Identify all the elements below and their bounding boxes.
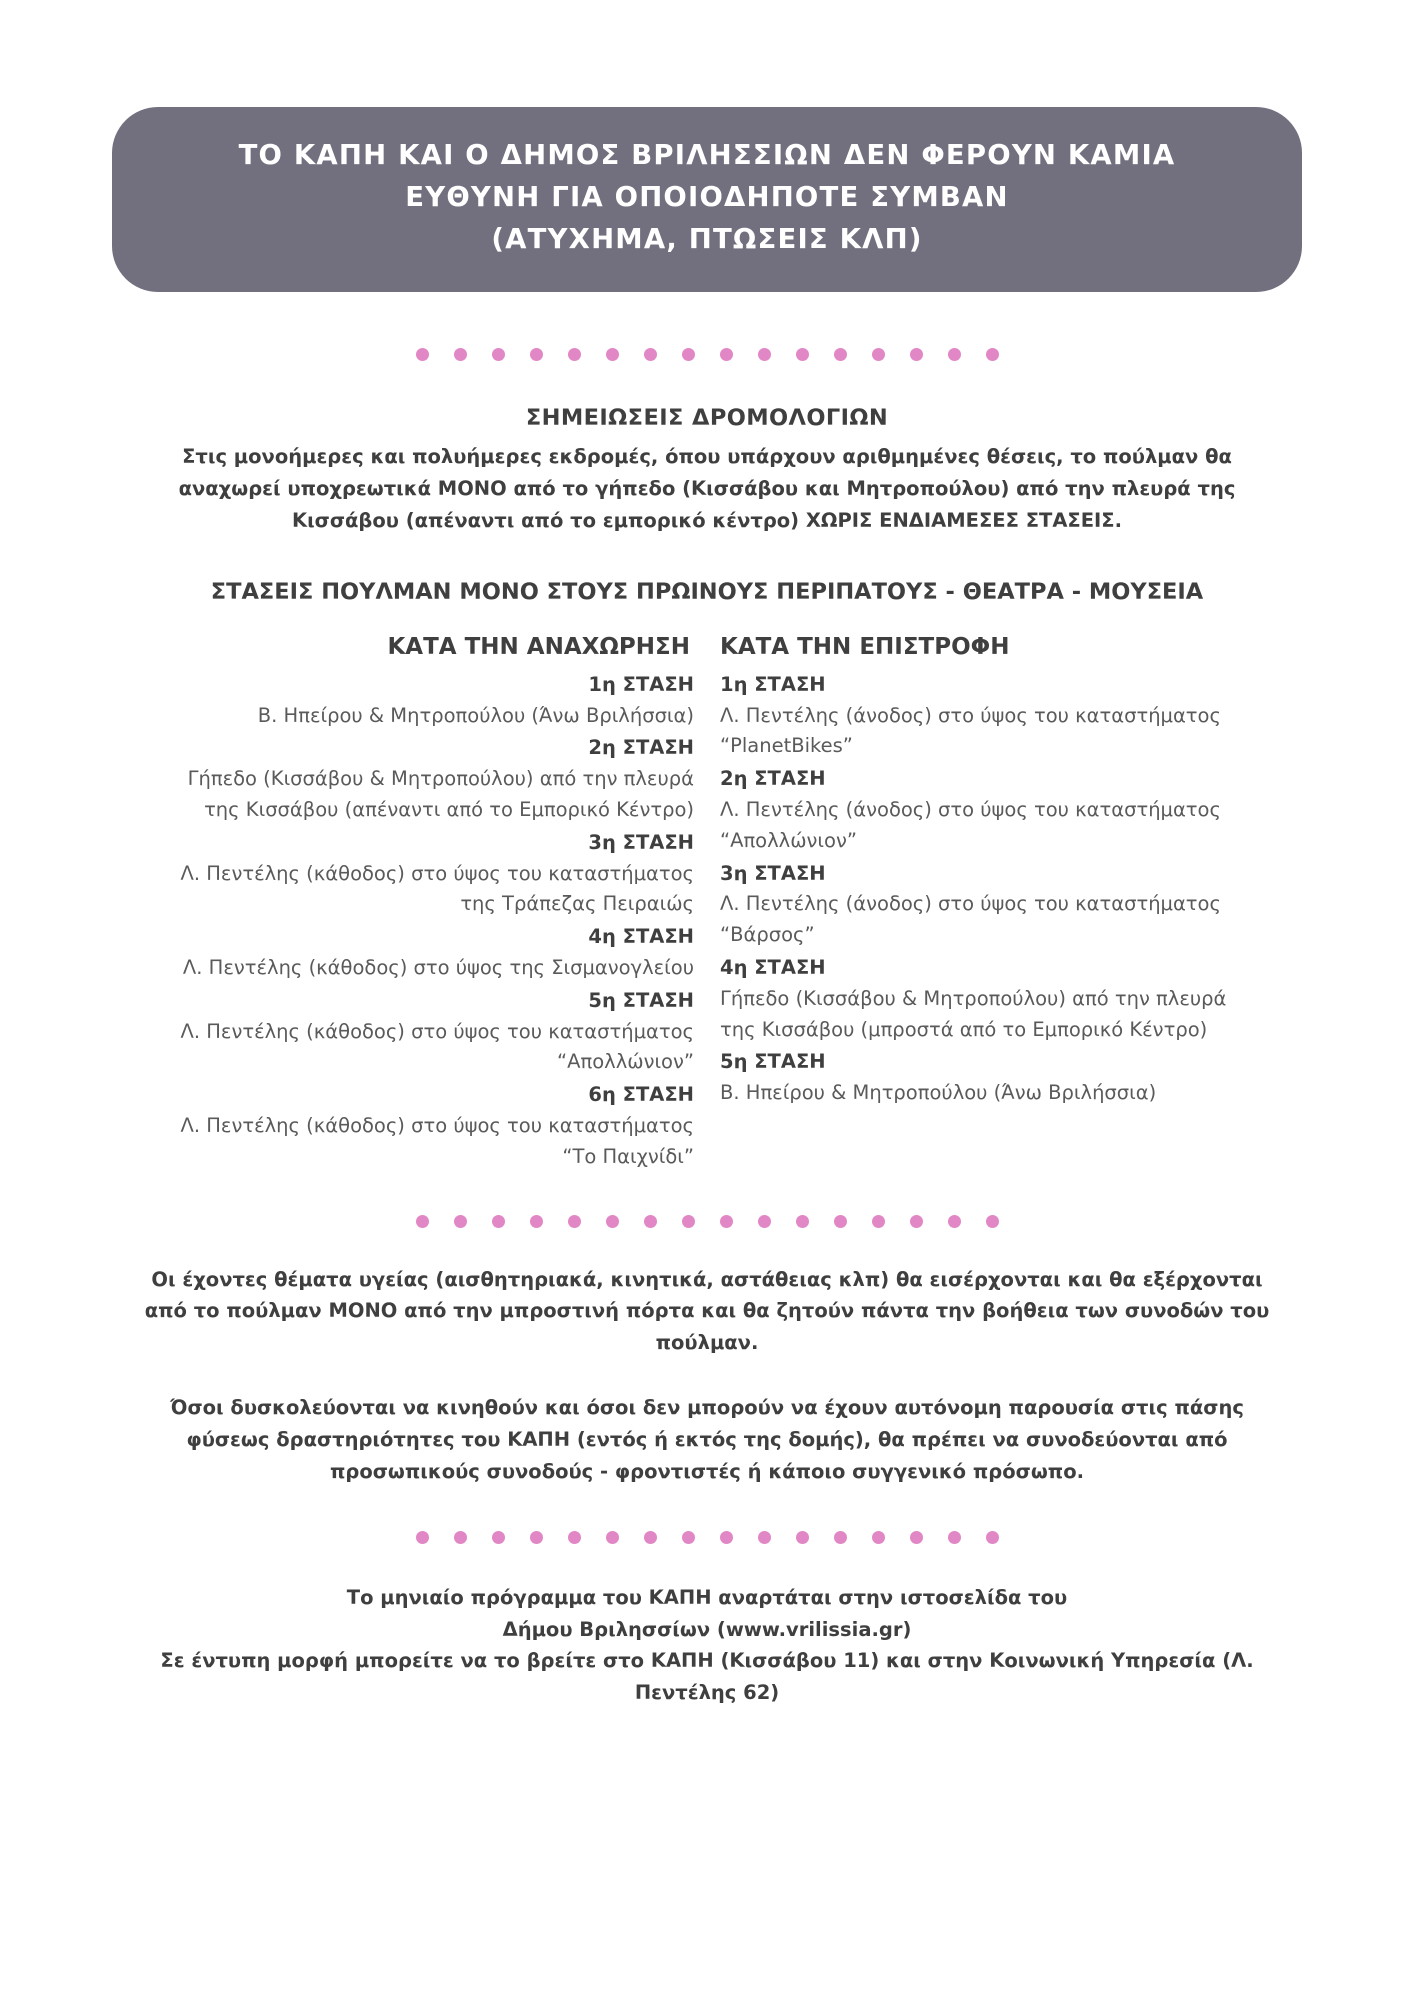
divider-dot (568, 1215, 581, 1228)
divider-dot (606, 1215, 619, 1228)
divider-dot (796, 1215, 809, 1228)
divider-dot (834, 1531, 847, 1544)
return-stop-text: Γήπεδο (Κισσάβου & Μητροπούλου) από την πλευρά της Κισσάβου (μπροστά από το Εμπορικό Κέντρο) (720, 986, 1227, 1041)
departure-stop-label: 4η ΣΤΑΣΗ (588, 925, 694, 949)
departure-stop-text: Λ. Πεντέλης (κάθοδος) στο ύψος του καταστήματος της Τράπεζας Πειραιώς (180, 861, 694, 916)
divider-dot (416, 1531, 429, 1544)
banner-line-2: ΕΥΘΥΝΗ ΓΙΑ ΟΠΟΙΟΔΗΠΟΤΕ ΣΥΜΒΑΝ (405, 180, 1009, 213)
divider-dot (834, 1215, 847, 1228)
footer-content (0, 1582, 1414, 1788)
return-stop-text: Λ. Πεντέλης (άνοδος) στο ύψος του καταστήματος “PlanetBikes” (720, 703, 1221, 758)
divider-dot (986, 1215, 999, 1228)
departure-column (126, 634, 694, 1175)
departure-title: ΚΑΤΑ ΤΗΝ ΑΝΑΧΩΡΗΣΗ (387, 633, 690, 660)
divider-dot (720, 348, 733, 361)
divider-dot (948, 348, 961, 361)
return-stop-text: Λ. Πεντέλης (άνοδος) στο ύψος του καταστήματος “Βάρσος” (720, 892, 1221, 947)
dot-divider-middle (0, 1215, 1414, 1228)
divider-dot (986, 1531, 999, 1544)
return-stop-label: 2η ΣΤΑΣΗ (720, 767, 826, 791)
divider-dot (568, 348, 581, 361)
divider-dot (910, 1531, 923, 1544)
divider-dot (986, 348, 999, 361)
divider-dot (644, 1531, 657, 1544)
return-stop-text: Β. Ηπείρου & Μητροπούλου (Άνω Βριλήσσια) (720, 1081, 1157, 1105)
liability-banner (112, 107, 1302, 292)
divider-dot (872, 348, 885, 361)
divider-dot (416, 348, 429, 361)
divider-dot (910, 1215, 923, 1228)
divider-dot (606, 1531, 619, 1544)
dot-divider-top (0, 348, 1414, 361)
divider-dot (682, 1531, 695, 1544)
companions-notice: Όσοι δυσκολεύονται να κινηθούν και όσοι δεν μπορούν να έχουν αυτόνομη παρουσία στις πάσης φύσεως δραστηριότητες του ΚΑΠΗ (εντός ή εκτός της δομής), θα πρέπει να συνοδεύονται από προσωπικούς συνοδούς - φροντιστές ή κάποιο συγγενικό πρόσωπο. (170, 1396, 1244, 1483)
divider-dot (416, 1215, 429, 1228)
divider-dot (644, 1215, 657, 1228)
divider-dot (568, 1531, 581, 1544)
divider-dot (948, 1215, 961, 1228)
divider-dot (606, 348, 619, 361)
divider-dot (758, 1215, 771, 1228)
divider-dot (454, 348, 467, 361)
divider-dot (758, 348, 771, 361)
departure-stop-label: 5η ΣΤΑΣΗ (588, 988, 694, 1012)
divider-dot (872, 1215, 885, 1228)
divider-dot (492, 1531, 505, 1544)
divider-dot (682, 348, 695, 361)
departure-stop-text: Λ. Πεντέλης (κάθοδος) στο ύψος του καταστήματος “Απολλώνιον” (180, 1019, 694, 1074)
departure-stop-text: Β. Ηπείρου & Μητροπούλου (Άνω Βριλήσσια) (257, 703, 694, 727)
notes-title: ΣΗΜΕΙΩΣΕΙΣ ΔΡΟΜΟΛΟΓΙΩΝ (525, 405, 889, 432)
footer-line-2: Δήμου Βριλησσίων (www.vrilissia.gr) (502, 1617, 912, 1641)
stops-columns (126, 634, 1288, 1175)
departure-stop-label: 3η ΣΤΑΣΗ (588, 830, 694, 854)
main-content (0, 405, 1414, 1174)
return-stop-label: 4η ΣΤΑΣΗ (720, 956, 826, 980)
return-stop-text: Λ. Πεντέλης (άνοδος) στο ύψος του καταστήματος “Απολλώνιον” (720, 798, 1221, 852)
departure-stop-text: Γήπεδο (Κισσάβου & Μητροπούλου) από την πλευρά της Κισσάβου (απέναντι από το Εμπορικό Κέντρο) (187, 767, 694, 822)
divider-dot (530, 1531, 543, 1544)
notes-body: Στις μονοήμερες και πολυήμερες εκδρομές, όπου υπάρχουν αριθμημένες θέσεις, το πούλμαν θα αναχωρεί υποχρεωτικά ΜΟΝΟ από το γήπεδο (Κισσάβου και Μητροπούλου) από την πλευρά της Κισσάβου (απέναντι από το εμπορικό κέντρο) ΧΩΡΙΣ ΕΝΔΙΑΜΕΣΕΣ ΣΤΑΣΕΙΣ. (178, 445, 1236, 532)
return-stop-label: 5η ΣΤΑΣΗ (720, 1050, 826, 1074)
footer-line-3: Σε έντυπη μορφή μπορείτε να το βρείτε στο ΚΑΠΗ (Κισσάβου 11) και στην Κοινωνική Υπηρεσία (Λ. Πεντέλης 62) (160, 1649, 1254, 1704)
divider-dot (796, 348, 809, 361)
notices-content (0, 1264, 1414, 1487)
health-notice: Οι έχοντες θέματα υγείας (αισθητηριακά, κινητικά, αστάθειας κλπ) θα εισέρχονται και θα εξέρχονται από το πούλμαν ΜΟΝΟ από την μπροστινή πόρτα και θα ζητούν πάντα την βοήθεια των συνοδών του πούλμαν. (144, 1267, 1270, 1354)
divider-dot (682, 1215, 695, 1228)
divider-dot (454, 1215, 467, 1228)
divider-dot (720, 1215, 733, 1228)
divider-dot (530, 1215, 543, 1228)
divider-dot (834, 348, 847, 361)
divider-dot (948, 1531, 961, 1544)
departure-stop-label: 2η ΣΤΑΣΗ (588, 736, 694, 760)
footer-info (126, 1582, 1288, 1788)
return-stop-label: 1η ΣΤΑΣΗ (720, 672, 826, 696)
banner-line-3: (ΑΤΥΧΗΜΑ, ΠΤΩΣΕΙΣ ΚΛΠ) (491, 222, 923, 255)
banner-container (0, 0, 1414, 292)
return-column (720, 634, 1288, 1111)
dot-divider-bottom (0, 1531, 1414, 1544)
return-title: ΚΑΤΑ ΤΗΝ ΕΠΙΣΤΡΟΦΗ (720, 633, 1010, 660)
return-stop-label: 3η ΣΤΑΣΗ (720, 861, 826, 885)
divider-dot (910, 348, 923, 361)
divider-dot (872, 1531, 885, 1544)
divider-dot (454, 1531, 467, 1544)
departure-stop-label: 6η ΣΤΑΣΗ (588, 1083, 694, 1107)
divider-dot (796, 1531, 809, 1544)
divider-dot (530, 348, 543, 361)
divider-dot (644, 348, 657, 361)
departure-stop-text: Λ. Πεντέλης (κάθοδος) στο ύψος της Σισμανογλείου (182, 956, 694, 980)
divider-dot (720, 1531, 733, 1544)
divider-dot (758, 1531, 771, 1544)
departure-stop-label: 1η ΣΤΑΣΗ (588, 672, 694, 696)
divider-dot (492, 348, 505, 361)
footer-line-1: Το μηνιαίο πρόγραμμα του ΚΑΠΗ αναρτάται στην ιστοσελίδα του (346, 1586, 1068, 1610)
divider-dot (492, 1215, 505, 1228)
banner-line-1: ΤΟ ΚΑΠΗ ΚΑΙ Ο ΔΗΜΟΣ ΒΡΙΛΗΣΣΙΩΝ ΔΕΝ ΦΕΡΟΥΝ ΚΑΜΙΑ (238, 139, 1176, 171)
departure-stop-text: Λ. Πεντέλης (κάθοδος) στο ύψος του καταστήματος “Το Παιχνίδι” (180, 1114, 694, 1168)
stops-heading: ΣΤΑΣΕΙΣ ΠΟΥΛΜΑΝ ΜΟΝΟ ΣΤΟΥΣ ΠΡΩΙΝΟΥΣ ΠΕΡΙΠΑΤΟΥΣ - ΘΕΑΤΡΑ - ΜΟΥΣΕΙΑ (210, 579, 1204, 606)
